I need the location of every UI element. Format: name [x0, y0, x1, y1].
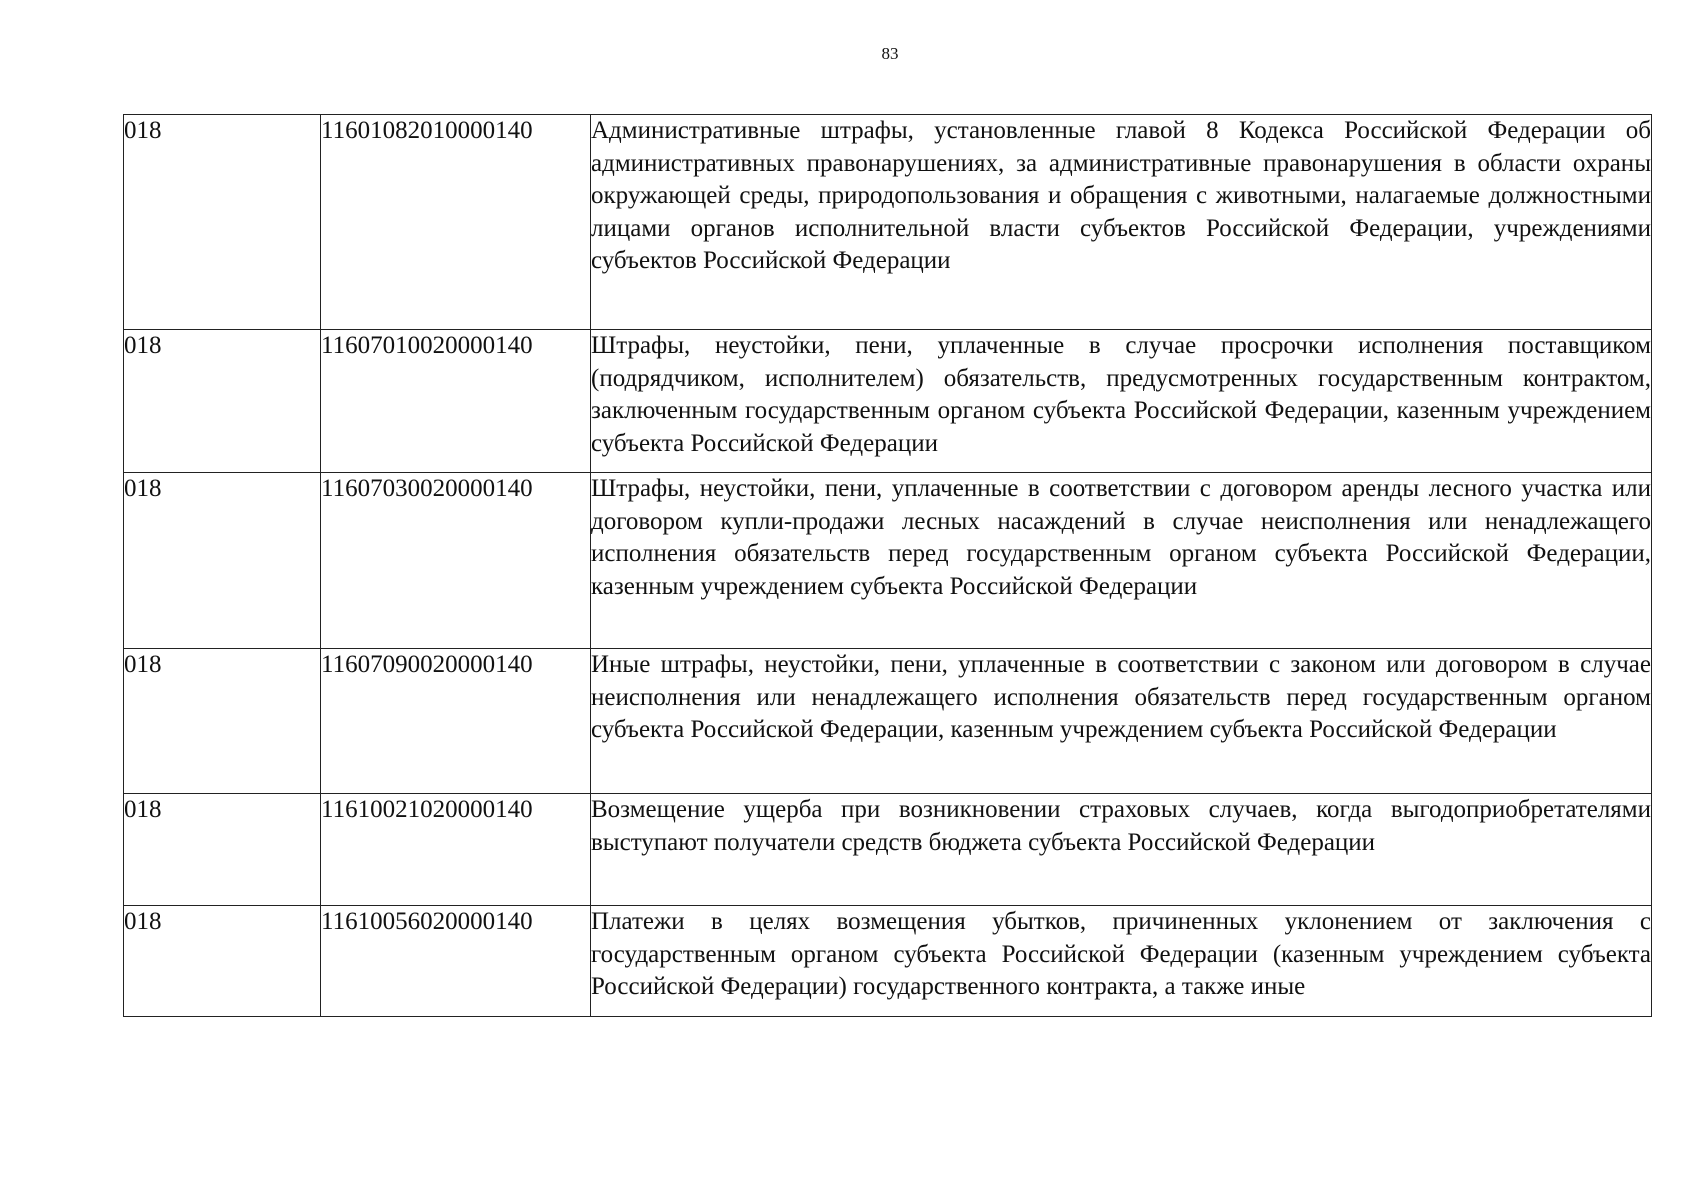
kbk-code-cell: 11601082010000140	[321, 115, 591, 330]
admin-code-cell: 018	[124, 115, 321, 330]
kbk-code-cell: 11610056020000140	[321, 906, 591, 1017]
description-cell: Штрафы, неустойки, пени, уплаченные в соответствии с договором аренды лесного участка или договором купли-продажи лесных насаждений в случае неисполнения или ненадлежащего исполнения обязательств перед государственным органом субъекта Российской Федерации, казенным учреждением субъекта Российской Федерации	[591, 473, 1652, 649]
admin-code-cell: 018	[124, 794, 321, 906]
kbk-code-cell: 11610021020000140	[321, 794, 591, 906]
table-row	[124, 649, 1652, 794]
page-number: 83	[881, 44, 899, 63]
revenue-codes-table	[123, 114, 1652, 1017]
admin-code-cell: 018	[124, 473, 321, 649]
admin-code-cell: 018	[124, 649, 321, 794]
kbk-code-cell: 11607090020000140	[321, 649, 591, 794]
table-row	[124, 794, 1652, 906]
description-cell: Штрафы, неустойки, пени, уплаченные в случае просрочки исполнения поставщиком (подрядчиком, исполнителем) обязательств, предусмотренных государственным контрактом, заключенным государственным органом субъекта Российской Федерации, казенным учреждением субъекта Российской Федерации	[591, 330, 1652, 473]
table-row	[124, 906, 1652, 1017]
description-cell: Возмещение ущерба при возникновении страховых случаев, когда выгодоприобретателями выступают получатели средств бюджета субъекта Российской Федерации	[591, 794, 1652, 906]
admin-code-cell: 018	[124, 330, 321, 473]
description-cell: Платежи в целях возмещения убытков, причиненных уклонением от заключения с государственным органом субъекта Российской Федерации (казенным учреждением субъекта Российской Федерации) государственного контракта, а также иные	[591, 906, 1652, 1017]
kbk-code-cell: 11607030020000140	[321, 473, 591, 649]
table-row	[124, 115, 1652, 330]
table-row	[124, 330, 1652, 473]
kbk-code-cell: 11607010020000140	[321, 330, 591, 473]
description-cell: Административные штрафы, установленные главой 8 Кодекса Российской Федерации об административных правонарушениях, за административные правонарушения в области охраны окружающей среды, природопользования и обращения с животными, налагаемые должностными лицами органов исполнительной власти субъектов Российской Федерации, учреждениями субъектов Российской Федерации	[591, 115, 1652, 330]
description-cell: Иные штрафы, неустойки, пени, уплаченные в соответствии с законом или договором в случае неисполнения или ненадлежащего исполнения обязательств перед государственным органом субъекта Российской Федерации, казенным учреждением субъекта Российской Федерации	[591, 649, 1652, 794]
table-row	[124, 473, 1652, 649]
admin-code-cell: 018	[124, 906, 321, 1017]
